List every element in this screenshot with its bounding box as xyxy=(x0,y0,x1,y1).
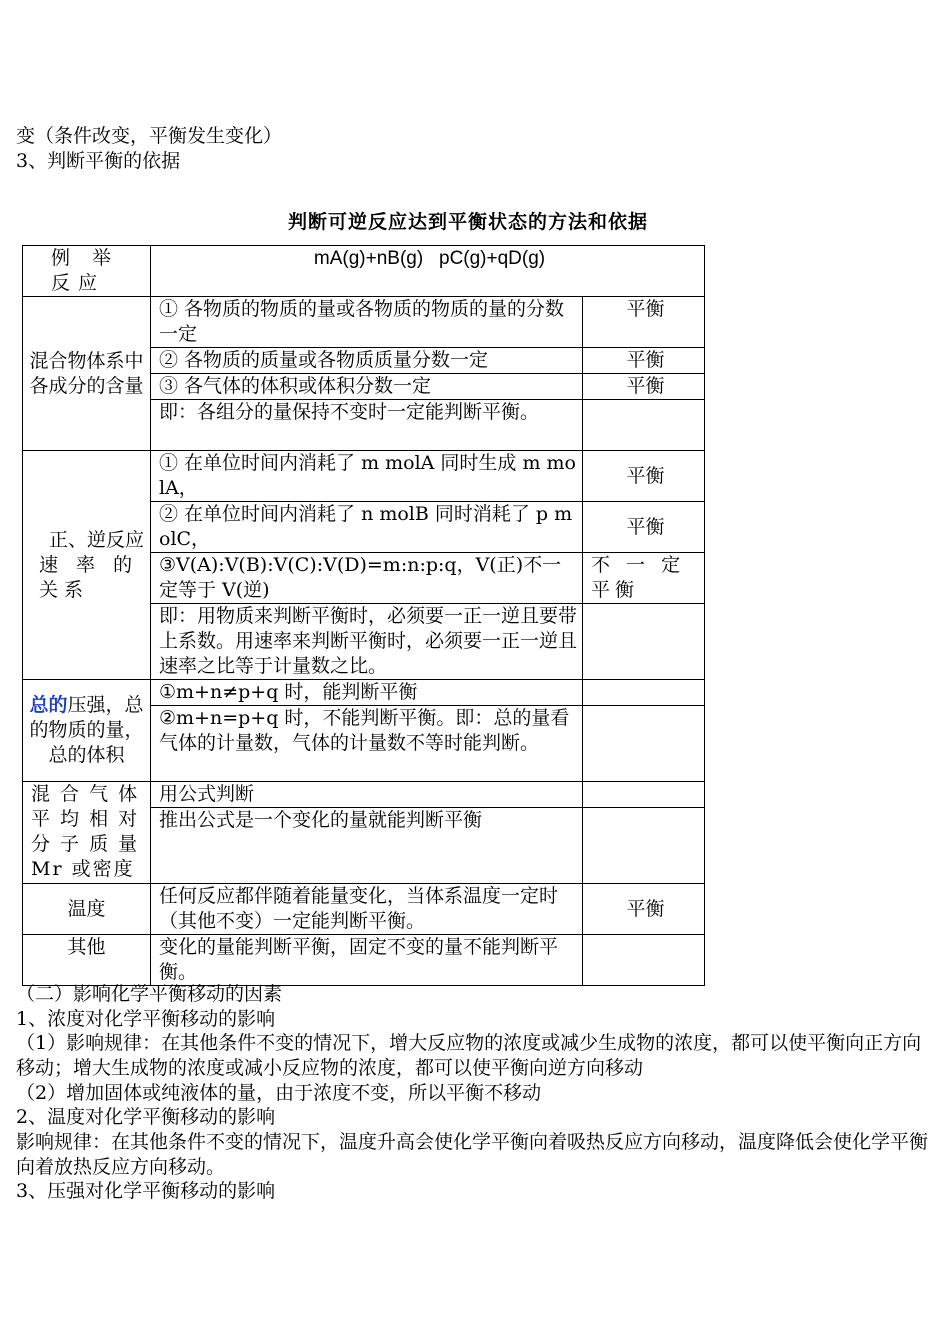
table-row xyxy=(23,884,705,935)
reaction-equation-cell xyxy=(151,246,705,297)
molar-mass-result-2 xyxy=(583,808,705,884)
table-row xyxy=(23,782,705,808)
text-line-condition-change: 变（条件改变，平衡发生变化） xyxy=(16,125,283,147)
table-row xyxy=(23,451,705,502)
rate-summary: 即：用物质来判断平衡时，必须要一正一逆且要带上系数。用速率来判断平衡时，必须要一正一逆且速率之比等于计量数之比。 xyxy=(151,604,583,680)
molar-mass-label: 混 合 气 体平 均 相 对分 子 质 量Mr 或密度 xyxy=(31,783,140,880)
other-category: 其他 xyxy=(23,935,151,986)
mixture-criterion-3: ③ 各气体的体积或体积分数一定 xyxy=(151,374,583,400)
equilibrium-criteria-table xyxy=(22,245,705,986)
pressure-label-highlight: 总的 xyxy=(29,694,68,716)
paragraph-solid-liquid: （2）增加固体或纯液体的量，由于浓度不变，所以平衡不移动 xyxy=(16,1082,542,1104)
table-title: 判断可逆反应达到平衡状态的方法和依据 xyxy=(288,211,649,233)
header-category-cell xyxy=(23,246,151,297)
rate-relation-label-b: 速 率 的关系 xyxy=(39,553,139,601)
rate-criterion-2: ② 在单位时间内消耗了 n molB 同时消耗了 p molC， xyxy=(151,502,583,553)
rate-relation-label-a: 正、逆反应 xyxy=(49,528,145,551)
mixture-summary: 即：各组分的量保持不变时一定能判断平衡。 xyxy=(151,400,583,451)
mixture-criterion-2: ② 各物质的质量或各物质质量分数一定 xyxy=(151,348,583,374)
heading-judge-basis: 3、判断平衡的依据 xyxy=(16,150,181,172)
other-criterion: 变化的量能判断平衡，固定不变的量不能判断平衡。 xyxy=(151,935,583,986)
rate-result-1: 平衡 xyxy=(583,451,705,502)
mixture-result-3: 平衡 xyxy=(583,374,705,400)
pressure-result-2 xyxy=(583,706,705,782)
mixture-content-category xyxy=(23,297,151,451)
mixture-content-label: 混合物体系中各成分的含量 xyxy=(29,349,144,397)
rate-criterion-1: ① 在单位时间内消耗了 m molA 同时生成 m molA， xyxy=(151,451,583,502)
pressure-label-rest: 压强，总的物质的量，总的体积 xyxy=(29,694,144,766)
table-row xyxy=(23,680,705,706)
molar-mass-category xyxy=(23,782,151,884)
heading-concentration-effect: 1、浓度对化学平衡移动的影响 xyxy=(16,1008,276,1030)
table-row xyxy=(23,246,705,297)
rate-criterion-3: ③V(A):V(B):V(C):V(D)=m:n:p:q，V(正)不一定等于 V(逆) xyxy=(151,553,583,604)
mixture-result-1: 平衡 xyxy=(583,297,705,348)
other-result xyxy=(583,935,705,986)
rate-result-3: 不 一 定 平衡 xyxy=(583,553,705,604)
heading-temperature-effect: 2、温度对化学平衡移动的影响 xyxy=(16,1106,276,1128)
rate-result-2: 平衡 xyxy=(583,502,705,553)
pressure-result-1 xyxy=(583,680,705,706)
paragraph-temperature-rule: 影响规律：在其他条件不变的情况下，温度升高会使化学平衡向着吸热反应方向移动，温度降低会使化学平衡向着放热反应方向移动。 xyxy=(16,1131,929,1178)
molar-mass-criterion-2: 推出公式是一个变化的量就能判断平衡 xyxy=(151,808,583,884)
pressure-criterion-2: ②m+n=p+q 时，不能判断平衡。即：总的量看气体的计量数，气体的计量数不等时能判断。 xyxy=(151,706,583,782)
mixture-result-2: 平衡 xyxy=(583,348,705,374)
mixture-summary-result xyxy=(583,400,705,451)
molar-mass-result-1 xyxy=(583,782,705,808)
heading-pressure-effect: 3、压强对化学平衡移动的影响 xyxy=(16,1180,276,1202)
rate-summary-result xyxy=(583,604,705,680)
molar-mass-criterion-1: 用公式判断 xyxy=(151,782,583,808)
mixture-criterion-1: ① 各物质的物质的量或各物质的物质的量的分数一定 xyxy=(151,297,583,348)
temperature-result: 平衡 xyxy=(583,884,705,935)
header-category-label: 例 举 反应 xyxy=(51,247,120,294)
reaction-equation: mA(g)+nB(g) pC(g)+qD(g) xyxy=(313,248,546,269)
section-heading-factors: （二）影响化学平衡移动的因素 xyxy=(16,983,283,1005)
paragraph-concentration-rule: （1）影响规律：在其他条件不变的情况下，增大反应物的浓度或减少生成物的浓度，都可以使平衡向正方向移动；增大生成物的浓度或减小反应物的浓度，都可以使平衡向逆方向移动 xyxy=(16,1032,922,1079)
rate-relation-category xyxy=(23,451,151,680)
temperature-criterion: 任何反应都伴随着能量变化，当体系温度一定时（其他不变）一定能判断平衡。 xyxy=(151,884,583,935)
temperature-category: 温度 xyxy=(23,884,151,935)
table-row xyxy=(23,297,705,348)
pressure-category xyxy=(23,680,151,782)
table-row xyxy=(23,935,705,986)
pressure-criterion-1: ①m+n≠p+q 时，能判断平衡 xyxy=(151,680,583,706)
